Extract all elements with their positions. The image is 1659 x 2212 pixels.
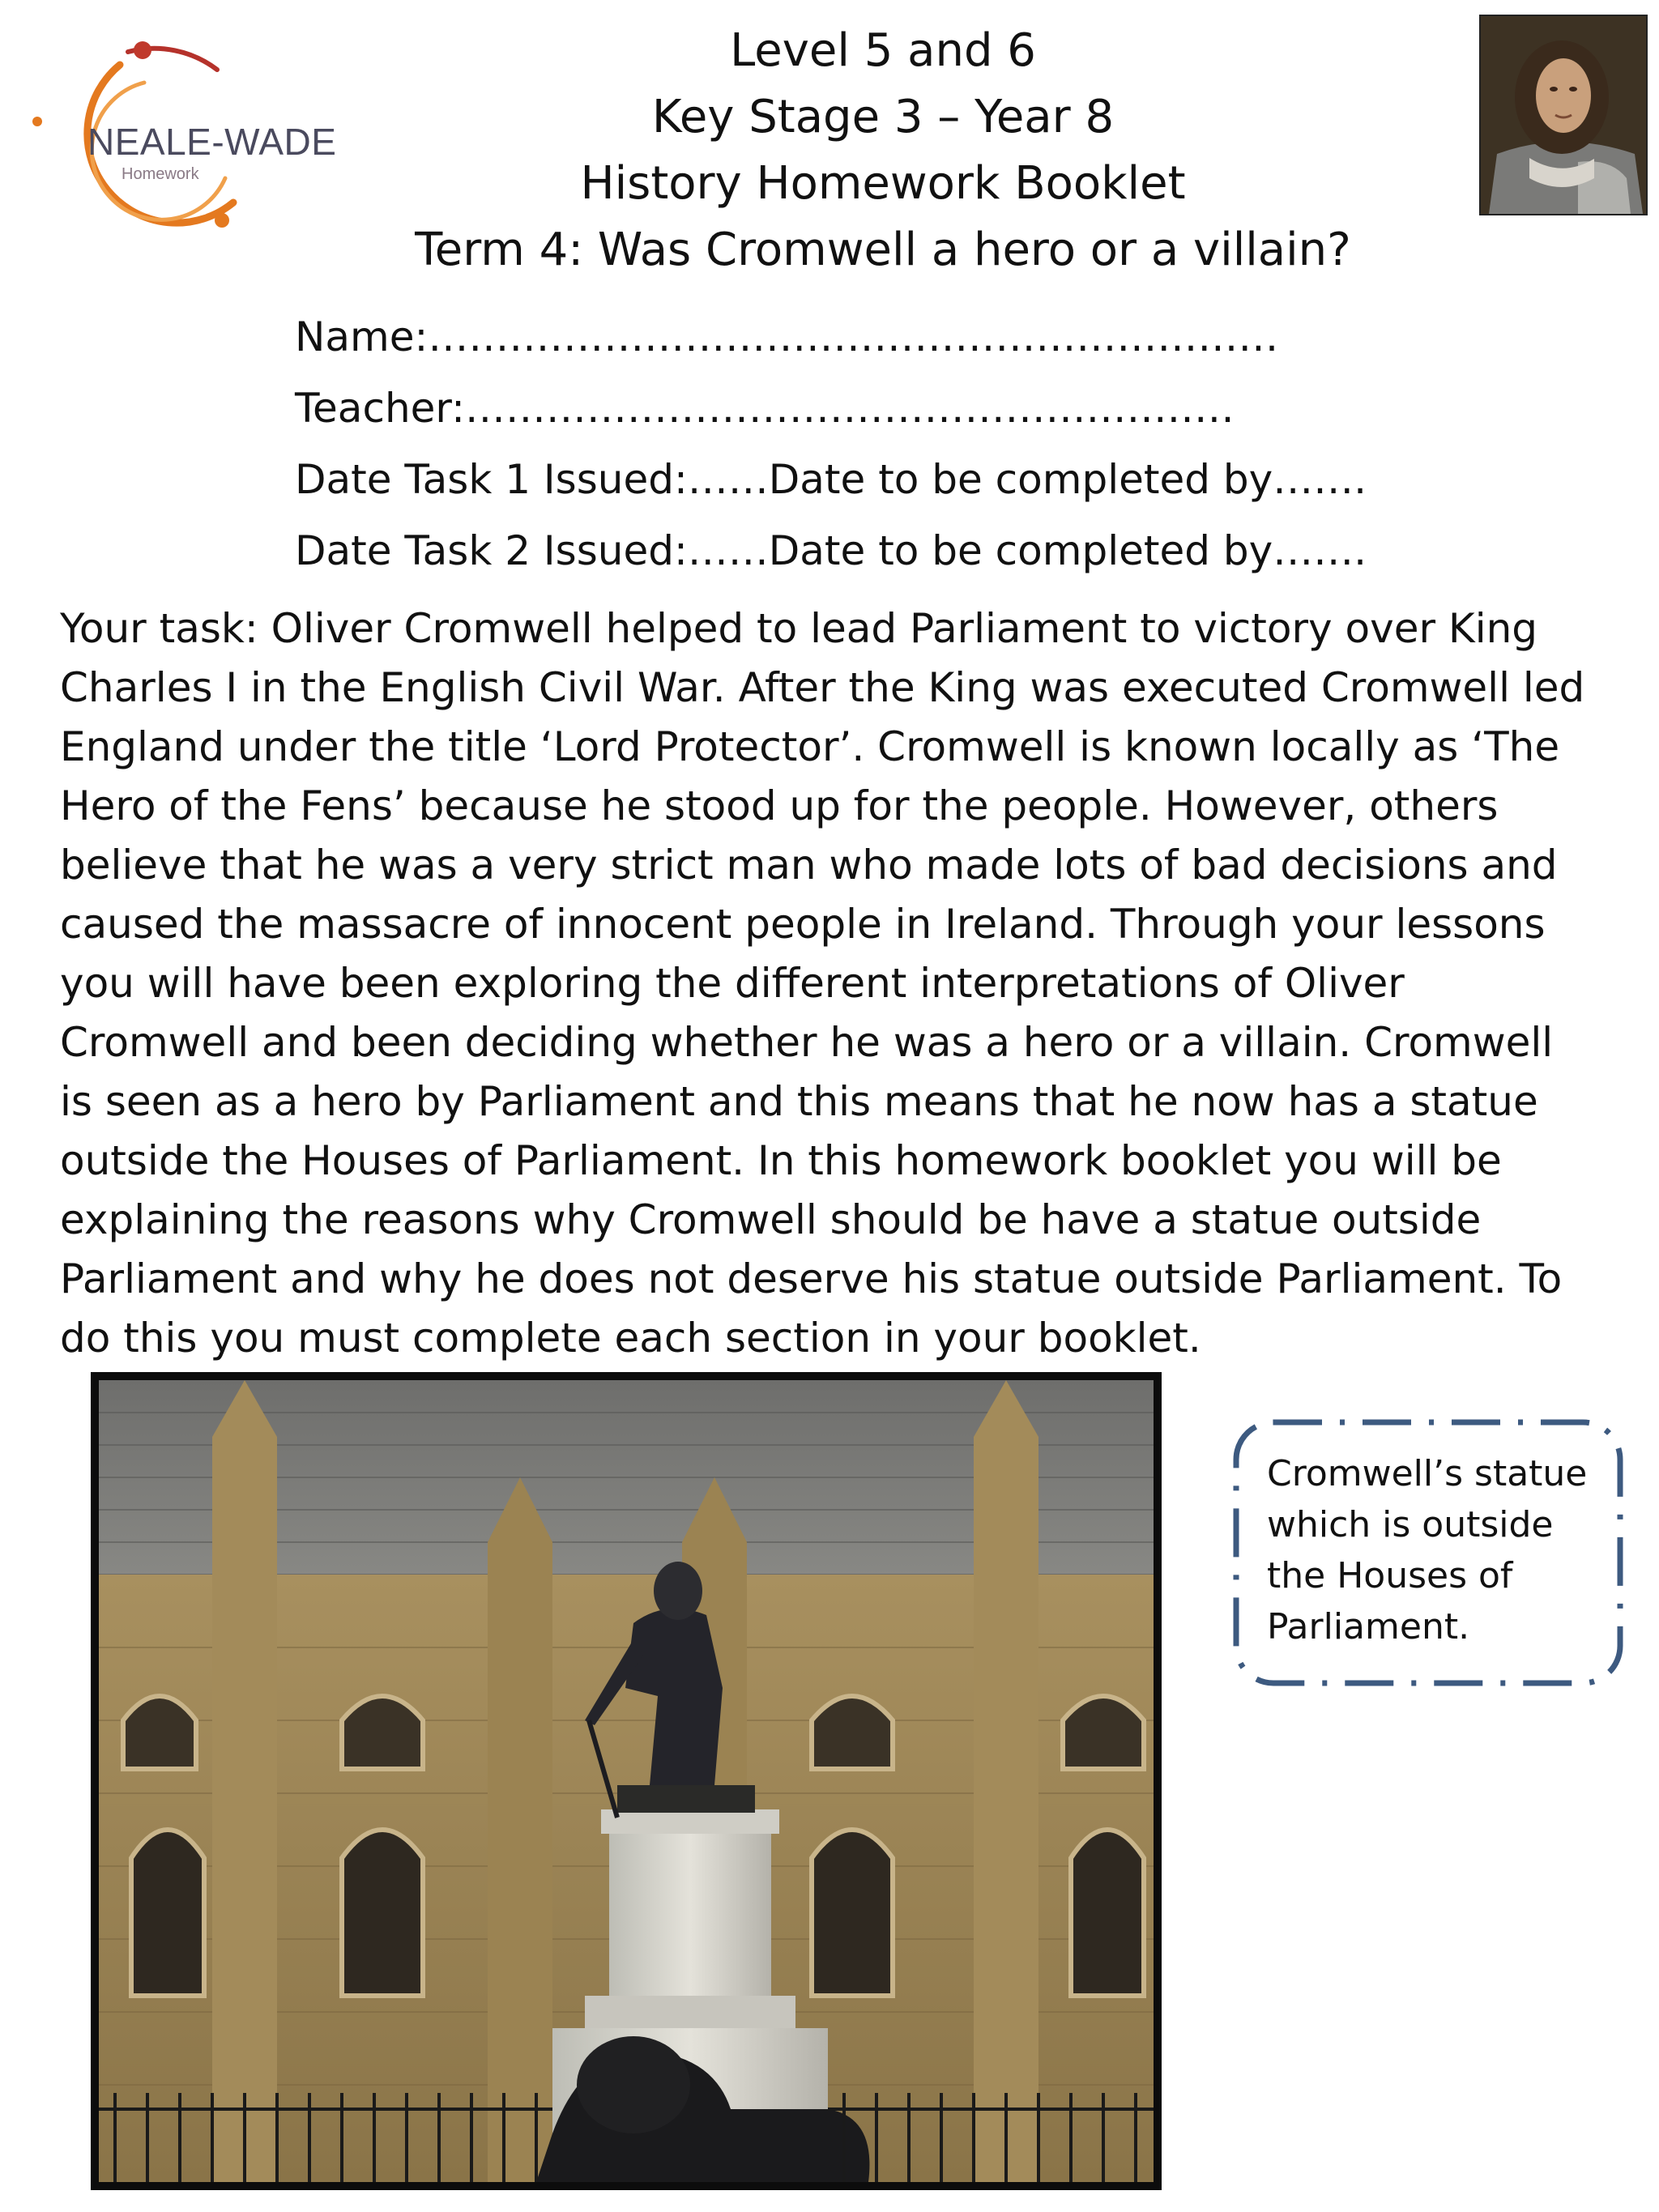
header-level: Level 5 and 6 bbox=[730, 24, 1036, 77]
header-key-stage: Key Stage 3 – Year 8 bbox=[651, 91, 1115, 143]
student-details-form bbox=[295, 301, 1429, 586]
cromwell-statue-photo-icon bbox=[99, 1380, 1154, 2182]
name-field: Name:……………………………………………………… bbox=[295, 313, 1279, 360]
task-line: Your task: Oliver Cromwell helped to lead Parliament to victory over King bbox=[60, 605, 1538, 652]
caption-line: the Houses of bbox=[1267, 1555, 1513, 1596]
caption-text bbox=[1267, 1448, 1607, 1652]
oliver-cromwell-portrait-icon bbox=[1481, 16, 1646, 214]
booklet-header bbox=[340, 18, 1426, 283]
task-line: Hero of the Fens’ because he stood up for the people. However, others bbox=[60, 782, 1499, 829]
caption-line: Cromwell’s statue bbox=[1267, 1453, 1588, 1494]
task-line: Parliament and why he does not deserve his statue outside Parliament. To bbox=[60, 1255, 1563, 1302]
statue-photo bbox=[91, 1372, 1162, 2190]
task-line: caused the massacre of innocent people in Ireland. Through your lessons bbox=[60, 901, 1546, 948]
task-line: you will have been exploring the different interpretations of Oliver bbox=[60, 960, 1405, 1007]
task-line: outside the Houses of Parliament. In this homework booklet you will be bbox=[60, 1137, 1502, 1184]
logo-brand-text: NEALE-WADE bbox=[87, 121, 337, 163]
task-line: Cromwell and been deciding whether he was a hero or a villain. Cromwell bbox=[60, 1019, 1554, 1066]
task-line: is seen as a hero by Parliament and this means that he now has a statue bbox=[60, 1078, 1538, 1125]
teacher-field: Teacher:………………………………………………… bbox=[295, 385, 1235, 432]
caption-line: Parliament. bbox=[1267, 1606, 1470, 1647]
header-booklet-title: History Homework Booklet bbox=[580, 157, 1186, 210]
neale-wade-logo bbox=[23, 32, 347, 243]
cromwell-portrait bbox=[1479, 15, 1648, 215]
task-line: England under the title ‘Lord Protector’. Cromwell is known locally as ‘The bbox=[60, 723, 1560, 770]
photo-caption bbox=[1233, 1419, 1623, 1686]
logo-sub-text: Homework bbox=[122, 165, 199, 183]
task-line: do this you must complete each section in your booklet. bbox=[60, 1315, 1201, 1362]
header-term: Term 4: Was Cromwell a hero or a villain? bbox=[415, 224, 1351, 276]
task-paragraph bbox=[60, 599, 1615, 1368]
task-2-dates-field: Date Task 2 Issued:……Date to be completed by……. bbox=[295, 527, 1367, 574]
caption-line: which is outside bbox=[1267, 1504, 1554, 1545]
task-line: Charles I in the English Civil War. After the King was executed Cromwell led bbox=[60, 664, 1585, 711]
task-line: believe that he was a very strict man who made lots of bad decisions and bbox=[60, 842, 1558, 889]
task-line: explaining the reasons why Cromwell should be have a statue outside bbox=[60, 1196, 1482, 1243]
task-1-dates-field: Date Task 1 Issued:……Date to be completed by……. bbox=[295, 456, 1367, 503]
